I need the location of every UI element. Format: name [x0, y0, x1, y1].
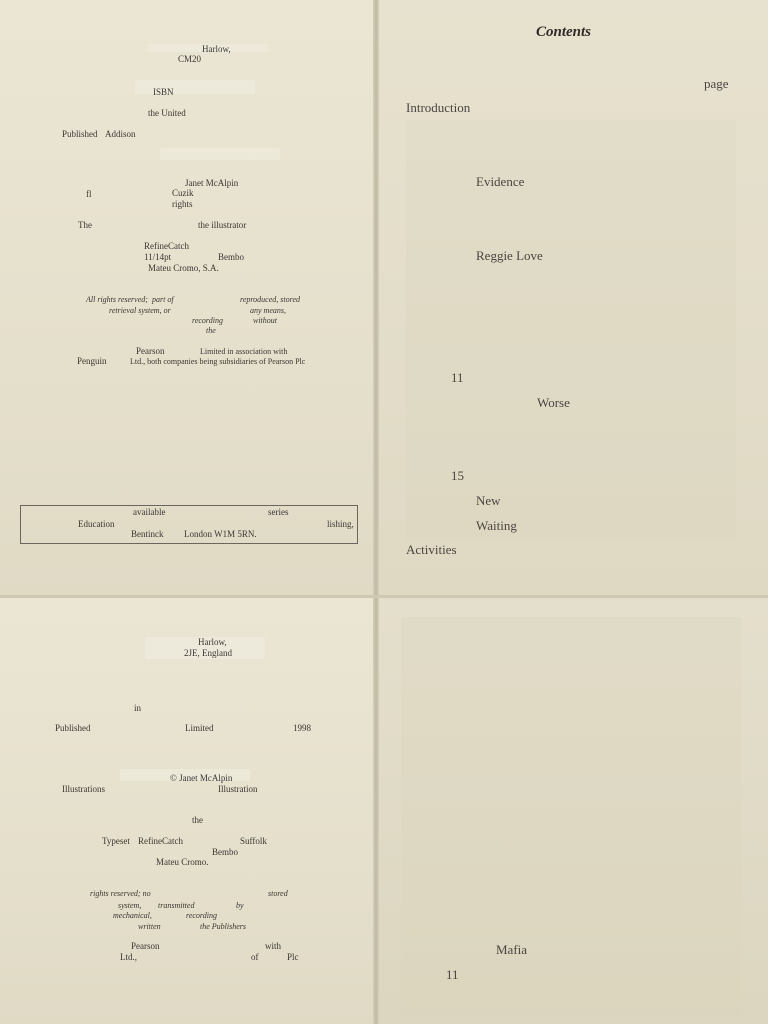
text-illustrator: the illustrator [198, 220, 247, 230]
text-written: written [138, 922, 161, 931]
text-janet: © Janet McAlpin [170, 773, 233, 783]
text-stored: stored [268, 889, 288, 898]
text-the: The [78, 220, 92, 230]
text-1114pt: 11/14pt [144, 252, 172, 262]
text-education: Education [78, 519, 115, 529]
text-harlow: Harlow, [202, 44, 231, 54]
text-pearson: Pearson [136, 346, 165, 356]
toc-number-11: 11 [446, 967, 459, 982]
text-in: in [134, 703, 142, 713]
text-recording: recording [186, 911, 217, 920]
text-mechanical: mechanical, [113, 911, 152, 920]
text-united: the United [148, 108, 186, 118]
text-1998: 1998 [293, 723, 311, 733]
text-fl: fl [86, 189, 92, 199]
text-rights: rights [172, 199, 193, 209]
text-london: London W1M 5RN. [184, 529, 257, 539]
text-without: without [253, 316, 278, 325]
copyright-page-top [0, 0, 376, 597]
faded-line [160, 148, 280, 160]
text-published: Published [55, 723, 91, 733]
text-publishers: the Publishers [200, 922, 246, 931]
text-isbn: ISBN [153, 87, 174, 97]
text-recording: recording [192, 316, 223, 325]
text-penguin: Penguin [77, 356, 107, 366]
text-plc: Plc [287, 952, 299, 962]
toc-number-15: 15 [451, 468, 464, 483]
text-lishing: lishing, [327, 519, 354, 529]
faded-contents-list [401, 617, 741, 1017]
toc-waiting: Waiting [476, 518, 517, 533]
text-ltd: Ltd., [120, 952, 137, 962]
text-the: the [192, 815, 203, 825]
toc-introduction: Introduction [406, 100, 471, 115]
text-reproduced: reproduced, stored [240, 295, 300, 304]
text-published: Published [62, 129, 98, 139]
text-ltd: Ltd., both companies being subsidiaries of Pearson Plc [130, 357, 306, 366]
contents-page-top [376, 0, 768, 597]
contents-page-bottom [376, 597, 768, 1024]
text-rights-reserved: All rights reserved; [86, 295, 148, 304]
text-bentinck: Bentinck [131, 529, 164, 539]
text-retrieval: retrieval system, or [109, 306, 171, 315]
toc-evidence: Evidence [476, 174, 525, 189]
copyright-page-bottom [0, 597, 376, 1024]
toc-activities: Activities [406, 542, 457, 557]
text-cuzik: Cuzik [172, 188, 194, 198]
text-suffolk: Suffolk [240, 836, 267, 846]
text-series: series [268, 507, 289, 517]
toc-reggie-love: Reggie Love [476, 248, 543, 263]
text-janet: Janet McAlpin [185, 178, 239, 188]
text-rights-reserved: rights reserved; no [90, 889, 151, 898]
toc-mafia: Mafia [496, 942, 528, 957]
text-bembo: Bembo [218, 252, 244, 262]
text-pearson: Pearson [131, 941, 160, 951]
toc-new: New [476, 493, 501, 508]
text-mateu: Mateu Cromo. [156, 857, 209, 867]
toc-worse: Worse [537, 395, 570, 410]
text-addison: Addison [105, 129, 136, 139]
text-of: of [251, 952, 259, 962]
text-transmitted: transmitted [158, 901, 195, 910]
contents-title: Contents [536, 24, 592, 40]
text-cm20: CM20 [178, 54, 202, 64]
text-system: system, [118, 901, 142, 910]
text-2je: 2JE, England [184, 648, 232, 658]
book-gutter [373, 0, 379, 1024]
scan-divider [0, 595, 768, 598]
text-bembo: Bembo [212, 847, 238, 857]
toc-number-11: 11 [451, 370, 464, 385]
text-illustrations: Illustrations [62, 784, 105, 794]
text-with: with [265, 941, 282, 951]
info-box [20, 505, 358, 544]
page-column-label: page [704, 76, 729, 91]
text-mateu: Mateu Cromo, S.A. [148, 263, 219, 273]
text-limited: Limited in association with [200, 347, 288, 356]
text-refinecatch: RefineCatch [144, 241, 189, 251]
text-refinecatch: RefineCatch [138, 836, 183, 846]
text-harlow: Harlow, [198, 637, 227, 647]
text-typeset: Typeset [102, 836, 130, 846]
text-illustration: Illustration [218, 784, 258, 794]
text-limited: Limited [185, 723, 214, 733]
text-available: available [133, 507, 166, 517]
text-anymeans: any means, [250, 306, 286, 315]
text-the-2: the [206, 326, 216, 335]
text-part-of: part of [152, 295, 174, 304]
text-by: by [236, 901, 244, 910]
